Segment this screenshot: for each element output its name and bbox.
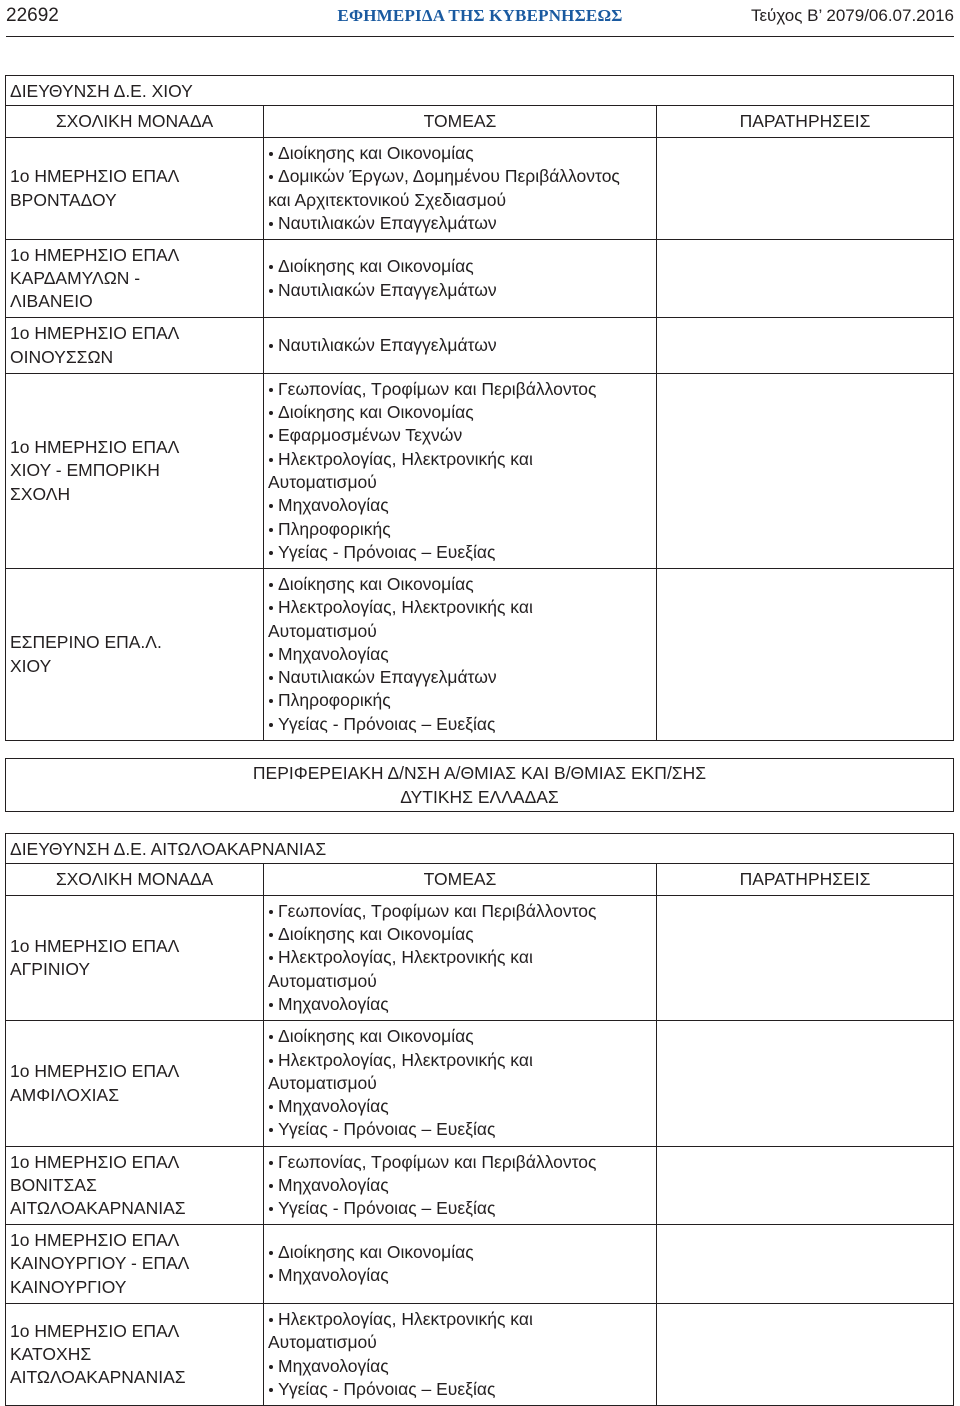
sector-item: Ηλεκτρολογίας, Ηλεκτρονικής και xyxy=(268,596,650,619)
school-line: 1ο ΗΜΕΡΗΣΙΟ ΕΠΑΛ xyxy=(10,1061,180,1082)
table-row xyxy=(6,1225,953,1304)
school-line: ΑΜΦΙΛΟΧΙΑΣ xyxy=(10,1084,120,1105)
sector-item: Υγείας - Πρόνοιας – Ευεξίας xyxy=(268,1118,650,1141)
sector-item: Μηχανολογίας xyxy=(268,1174,650,1197)
sector-cell xyxy=(264,240,657,317)
sector-item: Διοίκησης και Οικονομίας xyxy=(268,923,650,946)
table-row xyxy=(6,1147,953,1225)
sector-item: Γεωπονίας, Τροφίμων και Περιβάλλοντος xyxy=(268,900,650,923)
sector-item: Διοίκησης και Οικονομίας xyxy=(268,573,650,596)
table-row xyxy=(6,240,953,318)
sector-item: Πληροφορικής xyxy=(268,689,650,712)
school-line: 1ο ΗΜΕΡΗΣΙΟ ΕΠΑΛ xyxy=(10,935,180,956)
directorate-title: ΔΙΕΥΘΥΝΣΗ Δ.Ε. ΑΙΤΩΛΟΑΚΑΡΝΑΝΙΑΣ xyxy=(6,834,953,864)
sector-cell xyxy=(264,1021,657,1146)
sector-item: Ηλεκτρολογίας, Ηλεκτρονικής και xyxy=(268,946,650,969)
col-notes: ΠΑΡΑΤΗΡΗΣΕΙΣ xyxy=(739,111,871,131)
table-header xyxy=(6,864,953,896)
sector-item: Διοίκησης και Οικονομίας xyxy=(268,401,650,424)
table-header xyxy=(6,106,953,138)
sector-cell xyxy=(264,318,657,373)
sector-item: Υγείας - Πρόνοιας – Ευεξίας xyxy=(268,1197,650,1220)
notes-cell xyxy=(657,318,953,373)
school-line: ΛΙΒΑΝΕΙΟ xyxy=(10,291,93,312)
school-line: 1ο ΗΜΕΡΗΣΙΟ ΕΠΑΛ xyxy=(10,244,180,265)
sector-item: Γεωπονίας, Τροφίμων και Περιβάλλοντος xyxy=(268,378,650,401)
school-line: ΚΑΤΟΧΗΣ xyxy=(10,1343,92,1364)
school-cell xyxy=(6,138,264,239)
sector-item: Γεωπονίας, Τροφίμων και Περιβάλλοντος xyxy=(268,1151,650,1174)
sector-item: Υγείας - Πρόνοιας – Ευεξίας xyxy=(268,1378,650,1401)
page-header xyxy=(6,4,954,28)
sector-item: Μηχανολογίας xyxy=(268,643,650,666)
notes-cell xyxy=(657,138,953,239)
school-line: ΟΙΝΟΥΣΣΩΝ xyxy=(10,346,114,367)
sector-cell xyxy=(264,138,657,239)
col-notes: ΠΑΡΑΤΗΡΗΣΕΙΣ xyxy=(739,869,871,889)
sector-item-cont: και Αρχιτεκτονικού Σχεδιασμού xyxy=(268,189,507,210)
school-line: 1ο ΗΜΕΡΗΣΙΟ ΕΠΑΛ xyxy=(10,166,180,187)
school-line: ΣΧΟΛΗ xyxy=(10,483,71,504)
sector-item: Ηλεκτρολογίας, Ηλεκτρονικής και xyxy=(268,448,650,471)
region-line: ΔΥΤΙΚΗΣ ΕΛΛΑΔΑΣ xyxy=(400,786,559,807)
sector-item: Μηχανολογίας xyxy=(268,494,650,517)
col-school: ΣΧΟΛΙΚΗ ΜΟΝΑΔΑ xyxy=(6,106,264,137)
aitoloakarnania-table xyxy=(5,833,954,1406)
gazette-title: ΕΦΗΜΕΡΙΔΑ ΤΗΣ ΚΥΒΕΡΝΗΣΕΩΣ xyxy=(337,6,623,25)
table-row xyxy=(6,569,953,740)
school-line: ΑΓΡΙΝΙΟΥ xyxy=(10,959,91,979)
school-line: ΒΟΝΙΤΣΑΣ xyxy=(10,1174,97,1195)
school-line: 1ο ΗΜΕΡΗΣΙΟ ΕΠΑΛ xyxy=(10,1230,180,1251)
school-line: ΕΣΠΕΡΙΝΟ ΕΠΑ.Λ. xyxy=(10,632,162,653)
header-rule xyxy=(6,36,954,37)
sector-item: Ναυτιλιακών Επαγγελμάτων xyxy=(268,212,650,235)
school-line: ΒΡΟΝΤΑΔΟΥ xyxy=(10,189,117,210)
school-cell xyxy=(6,318,264,373)
notes-cell xyxy=(657,896,953,1020)
region-line: ΠΕΡΙΦΕΡΕΙΑΚΗ Δ/ΝΣΗ Α/ΘΜΙΑΣ ΚΑΙ Β/ΘΜΙΑΣ ΕΚΠ/ΣΗΣ xyxy=(252,763,707,783)
school-line: 1ο ΗΜΕΡΗΣΙΟ ΕΠΑΛ xyxy=(10,1320,180,1341)
sector-item: Υγείας - Πρόνοιας – Ευεξίας xyxy=(268,713,650,736)
col-school: ΣΧΟΛΙΚΗ ΜΟΝΑΔΑ xyxy=(6,864,264,895)
school-line: 1ο ΗΜΕΡΗΣΙΟ ΕΠΑΛ xyxy=(10,437,180,458)
school-cell xyxy=(6,1304,264,1405)
notes-cell xyxy=(657,569,953,740)
sector-cell xyxy=(264,1304,657,1405)
school-line: ΧΙΟΥ xyxy=(10,655,52,676)
school-cell xyxy=(6,1225,264,1303)
table-row xyxy=(6,1021,953,1147)
school-line: ΚΑΙΝΟΥΡΓΙΟΥ xyxy=(10,1276,127,1297)
sector-item: Δομικών Έργων, Δομημένου Περιβάλλοντος xyxy=(268,165,650,188)
sector-item: Διοίκησης και Οικονομίας xyxy=(268,142,650,165)
sector-cell xyxy=(264,1225,657,1303)
sector-item: Ηλεκτρολογίας, Ηλεκτρονικής και xyxy=(268,1308,650,1331)
school-line: 1ο ΗΜΕΡΗΣΙΟ ΕΠΑΛ xyxy=(10,323,180,344)
regional-directorate-box xyxy=(5,758,954,812)
col-sector: ΤΟΜΕΑΣ xyxy=(264,864,657,895)
notes-cell xyxy=(657,1304,953,1405)
school-line: ΚΑΙΝΟΥΡΓΙΟΥ - ΕΠΑΛ xyxy=(10,1253,190,1274)
sector-item-cont: Αυτοματισμού xyxy=(268,472,377,492)
sector-item: Πληροφορικής xyxy=(268,518,650,541)
sector-item-cont: Αυτοματισμού xyxy=(268,620,377,641)
school-cell xyxy=(6,1147,264,1224)
table-row xyxy=(6,138,953,240)
sector-item-cont: Αυτοματισμού xyxy=(268,970,377,991)
sector-cell xyxy=(264,374,657,568)
table-row xyxy=(6,1304,953,1405)
directorate-title: ΔΙΕΥΘΥΝΣΗ Δ.Ε. ΧΙΟΥ xyxy=(6,76,953,106)
school-cell xyxy=(6,896,264,1020)
sector-item: Μηχανολογίας xyxy=(268,1355,650,1378)
school-line: ΚΑΡΔΑΜΥΛΩΝ - xyxy=(10,267,141,288)
school-cell xyxy=(6,569,264,740)
sector-item: Ναυτιλιακών Επαγγελμάτων xyxy=(268,279,650,302)
notes-cell xyxy=(657,374,953,568)
col-sector: ΤΟΜΕΑΣ xyxy=(264,106,657,137)
school-line: ΧΙΟΥ - ΕΜΠΟΡΙΚΗ xyxy=(10,460,160,481)
sector-item-cont: Αυτοματισμού xyxy=(268,1332,377,1353)
notes-cell xyxy=(657,1021,953,1146)
page-number: 22692 xyxy=(6,5,59,26)
sector-item: Ηλεκτρολογίας, Ηλεκτρονικής και xyxy=(268,1049,650,1072)
school-line: ΑΙΤΩΛΟΑΚΑΡΝΑΝΙΑΣ xyxy=(10,1367,186,1388)
sector-item-cont: Αυτοματισμού xyxy=(268,1072,377,1093)
issue-reference: Τεύχος Β’ 2079/06.07.2016 xyxy=(750,6,954,25)
table-row xyxy=(6,896,953,1021)
school-line: 1ο ΗΜΕΡΗΣΙΟ ΕΠΑΛ xyxy=(10,1151,180,1172)
notes-cell xyxy=(657,240,953,317)
table-row xyxy=(6,318,953,374)
sector-item: Υγείας - Πρόνοιας – Ευεξίας xyxy=(268,541,650,564)
sector-item: Διοίκησης και Οικονομίας xyxy=(268,1025,650,1048)
notes-cell xyxy=(657,1225,953,1303)
sector-item: Διοίκησης και Οικονομίας xyxy=(268,255,650,278)
sector-item: Μηχανολογίας xyxy=(268,1264,650,1287)
sector-item: Ναυτιλιακών Επαγγελμάτων xyxy=(268,334,650,357)
sector-cell xyxy=(264,1147,657,1224)
sector-item: Διοίκησης και Οικονομίας xyxy=(268,1241,650,1264)
sector-item: Ναυτιλιακών Επαγγελμάτων xyxy=(268,666,650,689)
sector-item: Μηχανολογίας xyxy=(268,993,650,1016)
sector-item: Μηχανολογίας xyxy=(268,1095,650,1118)
school-cell xyxy=(6,240,264,317)
school-cell xyxy=(6,1021,264,1146)
chios-table xyxy=(5,75,954,741)
school-cell xyxy=(6,374,264,568)
sector-cell xyxy=(264,896,657,1020)
notes-cell xyxy=(657,1147,953,1224)
table-row xyxy=(6,374,953,569)
sector-cell xyxy=(264,569,657,740)
sector-item: Εφαρμοσμένων Τεχνών xyxy=(268,424,650,447)
school-line: ΑΙΤΩΛΟΑΚΑΡΝΑΝΙΑΣ xyxy=(10,1198,186,1219)
